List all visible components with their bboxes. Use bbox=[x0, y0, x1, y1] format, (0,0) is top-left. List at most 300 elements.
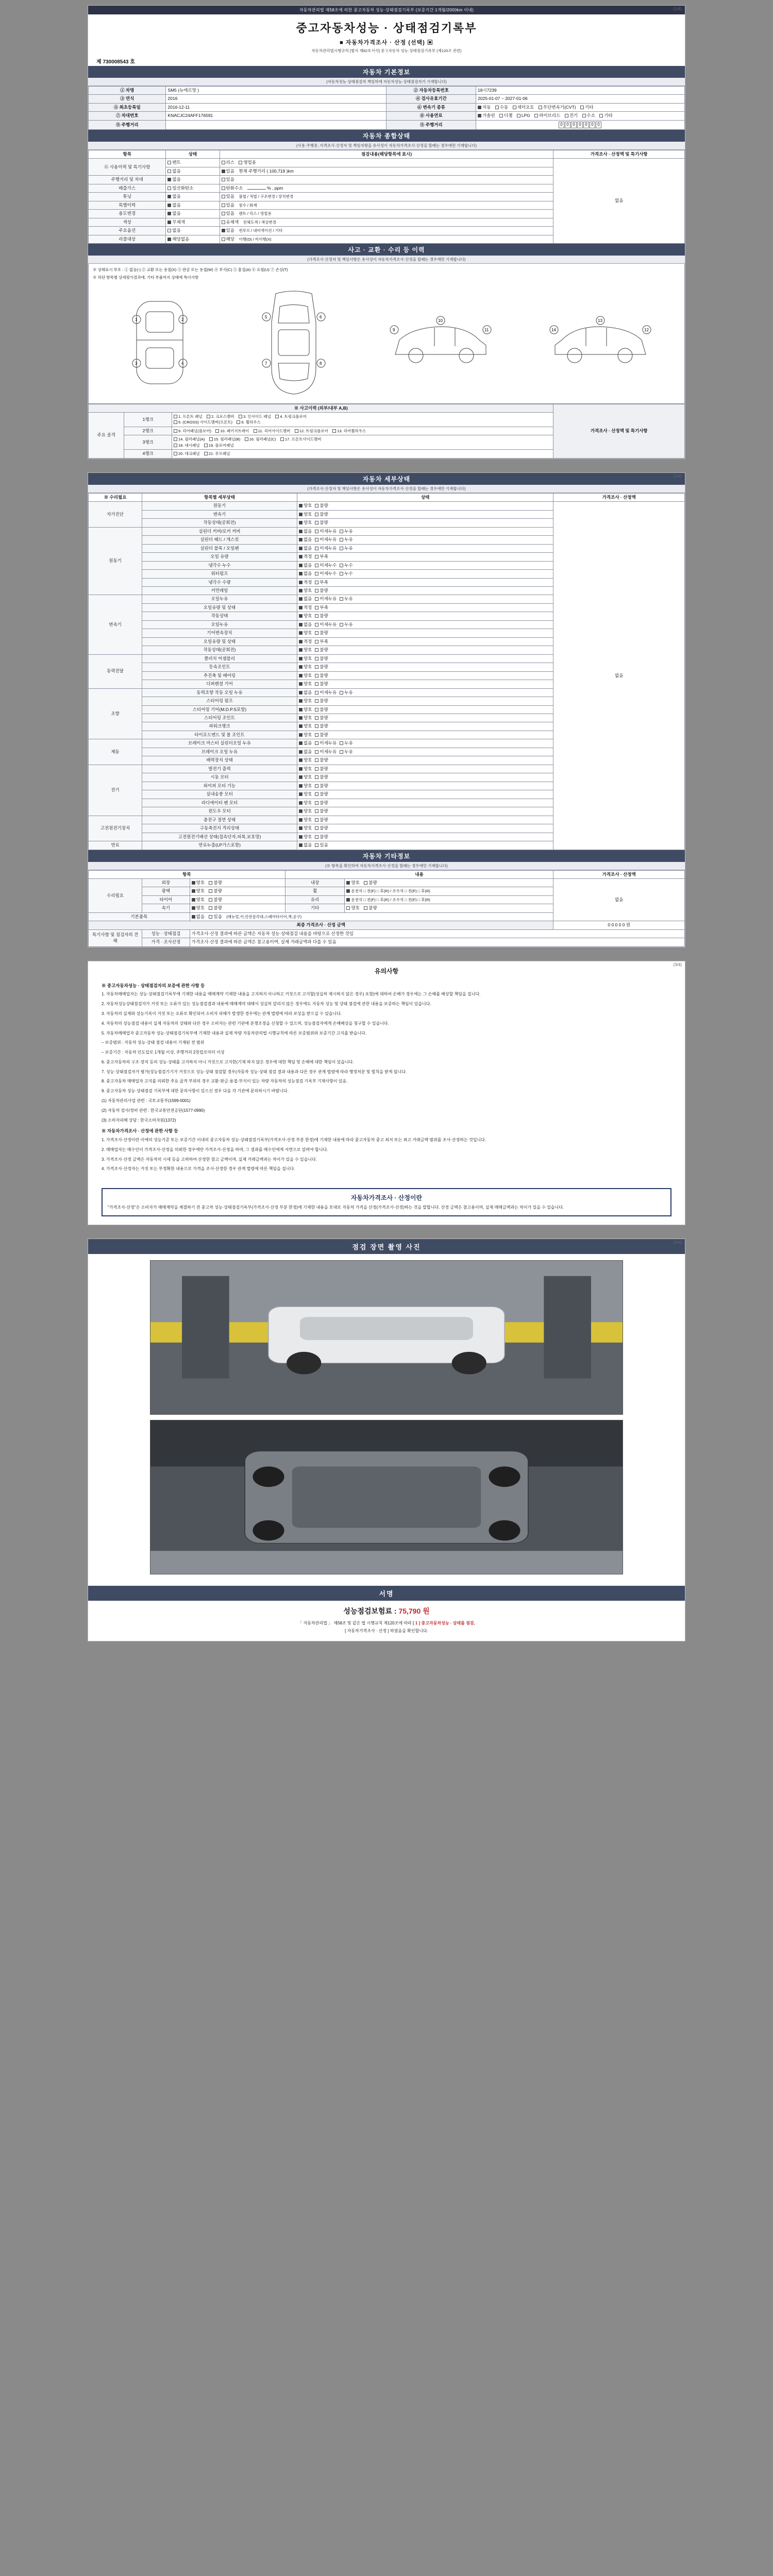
checkbox-option[interactable]: 불량 bbox=[315, 715, 328, 721]
checkbox-option[interactable]: 불량 bbox=[315, 817, 328, 823]
detail-item-label: 배력장치 상태 bbox=[142, 756, 297, 765]
notice-item: 5. 자동차매매업자 중고자동차 성능·상태점검기록부에 기재한 내용과 실제 차량 자동차관리법 시행규칙에 따른 보증범위와 보증기간 고지를 받습니다. bbox=[102, 1030, 367, 1036]
checkbox-option[interactable]: 불량 bbox=[364, 880, 377, 886]
field-value: SM5 (뉴에르망 ) bbox=[166, 87, 386, 95]
checkbox-option[interactable]: 9. 리어패널(플로어) bbox=[174, 429, 211, 434]
section-accident-title: 사고 · 교환 · 수리 등 이력 bbox=[88, 244, 685, 256]
svg-text:5: 5 bbox=[265, 314, 267, 319]
checkbox-option[interactable]: 양호 bbox=[346, 905, 359, 911]
car-top-view-diagram bbox=[255, 286, 332, 399]
row-sub bbox=[166, 193, 220, 201]
checkbox-option[interactable]: 양호 bbox=[299, 825, 312, 831]
checkbox-option[interactable]: 불량 bbox=[315, 681, 328, 687]
checkbox-option[interactable]: 없음 bbox=[299, 749, 312, 755]
checkbox-option[interactable]: 미세누유 bbox=[315, 596, 337, 602]
detail-item-options bbox=[297, 646, 553, 654]
checkbox-option[interactable]: 해당 bbox=[222, 236, 234, 242]
detail-item-label: 오일누유 bbox=[142, 620, 297, 629]
checkbox-option[interactable]: 탄화수소 bbox=[222, 185, 243, 191]
document-legal-note: 자동차관리법시행규칙 [별지 제82호서식] 중고자동차 성능·상태점검기록부 (제120조 관련) bbox=[311, 48, 462, 53]
checkbox-option[interactable]: LPG bbox=[517, 113, 530, 118]
checkbox-option[interactable]: 해당없음 bbox=[167, 236, 189, 242]
checkbox-option[interactable]: 양호 bbox=[299, 732, 312, 738]
detail-item-options bbox=[297, 536, 553, 544]
checkbox-option[interactable]: 불량 bbox=[315, 732, 328, 738]
row-sub bbox=[166, 176, 220, 184]
row-options bbox=[345, 887, 553, 895]
page-1 bbox=[88, 5, 685, 459]
notice-item: 3. 자동차의 실제와 성능기록이 거짓 또는 오류로 확인되어 소비자 피해가 발생한 경우에는 관계 법령에 따라 보상을 받으실 수 있습니다. bbox=[102, 1011, 342, 1016]
checkbox-option[interactable]: 부족 bbox=[315, 580, 328, 585]
table-row bbox=[89, 502, 685, 510]
checkbox-option[interactable]: 양호 bbox=[299, 783, 312, 789]
checkbox-option[interactable]: 없음 bbox=[167, 194, 180, 199]
detail-group-label: 동력전달 bbox=[89, 654, 142, 688]
detail-item-options bbox=[297, 790, 553, 799]
page-4 bbox=[88, 1239, 685, 1641]
checkbox-option[interactable]: 없음 bbox=[167, 202, 180, 208]
row-options bbox=[190, 895, 285, 904]
checkbox-option[interactable]: 불량 bbox=[315, 630, 328, 636]
checkbox-option[interactable]: 미세누유 bbox=[315, 740, 337, 746]
notice-item: (3) 소비자피해 상담 : 한국소비자원(1372) bbox=[102, 1117, 176, 1123]
checkbox-option[interactable]: 부족 bbox=[315, 554, 328, 560]
checkbox-option[interactable]: 누유 bbox=[340, 740, 352, 746]
detail-item-label: 클러치 어셈블리 bbox=[142, 654, 297, 663]
checkbox-option[interactable]: 불량 bbox=[315, 698, 328, 704]
checkbox-option[interactable]: 미세누유 bbox=[315, 546, 337, 551]
checkbox-option[interactable]: 양호 bbox=[299, 647, 312, 653]
table-row bbox=[89, 120, 685, 129]
svg-text:7: 7 bbox=[265, 361, 267, 366]
checkbox-option[interactable]: 2. 크로스멤버 bbox=[207, 414, 234, 419]
photo-section-title: 점검 장면 촬영 사진 bbox=[88, 1239, 685, 1254]
remarks-label: 특기사항 및 점검자의 견해 bbox=[89, 929, 142, 946]
checkbox-option[interactable]: 불량 bbox=[315, 783, 328, 789]
detail-item-label: 충전구 절연 상태 bbox=[142, 816, 297, 824]
checkbox-option[interactable]: 12. 트렁크플로어 bbox=[295, 429, 328, 434]
checkbox-option[interactable]: 자동 bbox=[478, 105, 491, 110]
checkbox-option[interactable]: 양호 bbox=[299, 512, 312, 517]
detail-item-label: 스티어링 조인트 bbox=[142, 714, 297, 722]
col-header: 가격조사 · 산정액 bbox=[553, 870, 685, 878]
detail-item-label: 디퍼렌셜 기어 bbox=[142, 680, 297, 688]
section-detail-note: (가격조사·산정자 및 책임사항은 유사성이 자동차가격조사·산정을 할때는 경우에만 기재합니다) bbox=[88, 485, 685, 493]
detail-item-options bbox=[297, 629, 553, 637]
detail-item-label: 작동상태 bbox=[142, 612, 297, 620]
notice-item: 9. 중고자동차 성능·상태점검 기록부에 대한 문의사항이 있으신 경우 다음 각 기관에 문의하시기 바랍니다. bbox=[102, 1089, 289, 1094]
checkbox-option[interactable]: 디젤 bbox=[499, 113, 512, 118]
fee-label: 성능점검보험료 : bbox=[343, 1607, 397, 1616]
checkbox-option[interactable]: 양호 bbox=[299, 520, 312, 526]
row-options bbox=[190, 878, 285, 887]
svg-text:1: 1 bbox=[135, 317, 138, 322]
checkbox-option[interactable]: 없음 bbox=[167, 228, 180, 233]
col-header: ※ 수리필요 bbox=[89, 493, 142, 501]
checkbox-option[interactable]: 있음 bbox=[222, 177, 234, 182]
checkbox-option[interactable]: 불량 bbox=[315, 647, 328, 653]
checkbox-option[interactable]: 세미오토 bbox=[513, 105, 534, 110]
checkbox-option[interactable]: 불량 bbox=[315, 774, 328, 780]
detail-item-options bbox=[297, 799, 553, 807]
field-label: ① 차명 bbox=[89, 87, 166, 95]
note-text: 없음 bbox=[615, 198, 624, 204]
signature-section-title: 서명 bbox=[88, 1586, 685, 1601]
checkbox-option[interactable]: 양호 bbox=[299, 588, 312, 594]
detail-item-options bbox=[297, 739, 553, 748]
checkbox-option[interactable]: 양호 bbox=[299, 808, 312, 814]
detail-status-table bbox=[88, 493, 685, 850]
checkbox-option[interactable]: 불량 bbox=[315, 512, 328, 517]
detail-item-options bbox=[297, 731, 553, 739]
checkbox-option[interactable]: 양호 bbox=[192, 888, 205, 894]
rank-label: 1랭크 bbox=[124, 413, 172, 427]
notice-item: 3. 가격조사·산정 금액은 자동차의 시세 등을 고려하여 산정한 참고 금액이며, 실제 거래금액과는 차이가 있을 수 있습니다. bbox=[102, 1157, 317, 1162]
page-tag: (3/4) bbox=[673, 962, 682, 967]
detail-item-options bbox=[297, 603, 553, 612]
checkbox-option[interactable]: 15. 필러패널(B) bbox=[209, 437, 241, 442]
checkbox-option[interactable]: 불량 bbox=[315, 757, 328, 763]
checkbox-option[interactable]: 누유 bbox=[340, 622, 352, 628]
checkbox-option[interactable]: 누수 bbox=[340, 563, 352, 568]
checkbox-option[interactable]: 11. 리어사이드멤버 bbox=[254, 429, 291, 434]
checkbox-option[interactable]: 불량 bbox=[209, 880, 222, 886]
section-basic-info-note: (자동차성능·상태점검자 책임하에 자동차성능·상태점검자가 기재합니다) bbox=[88, 78, 685, 86]
notice-item: – 보증범위 : 자동차 성능·상태 점검 내용이 기재된 전 범위 bbox=[102, 1040, 205, 1045]
checkbox-option[interactable]: 불량 bbox=[209, 888, 222, 894]
page-2 bbox=[88, 472, 685, 947]
checkbox-option[interactable]: 있음 bbox=[222, 228, 234, 233]
checkbox-option[interactable]: 없음 bbox=[299, 740, 312, 746]
checkbox-option[interactable]: 양호 bbox=[299, 715, 312, 721]
checkbox-option[interactable]: 운전석 □ 전(F) □ 후(R) / 조수석 □ 전(F) □ 후(R) bbox=[346, 889, 430, 894]
checkbox-option[interactable]: 일산화탄소 bbox=[167, 185, 193, 191]
row-options bbox=[345, 878, 553, 887]
checkbox-option[interactable]: 양호 bbox=[299, 698, 312, 704]
checkbox-option[interactable]: 없음 bbox=[192, 914, 205, 920]
detail-group-label: 고전원전기장치 bbox=[89, 816, 142, 841]
checkbox-option[interactable]: 미세누수 bbox=[315, 571, 337, 577]
checkbox-option[interactable]: 불량 bbox=[315, 520, 328, 526]
checkbox-option[interactable]: 없음 bbox=[167, 177, 180, 182]
checkbox-option[interactable]: 불량 bbox=[315, 808, 328, 814]
detail-item-label: 고전원전기배선 상태(접속단자,피복,보호망) bbox=[142, 833, 297, 841]
detail-item-label: 오일유량 및 상태 bbox=[142, 603, 297, 612]
detail-item-label: 동력조향 작동 오일 누유 bbox=[142, 688, 297, 697]
checkbox-option[interactable]: 리스 bbox=[222, 160, 234, 165]
checkbox-option[interactable]: 적정 bbox=[299, 639, 312, 645]
checkbox-option[interactable]: 5. (CROSS) 사이드멤버(프론트) bbox=[174, 420, 232, 425]
checkbox-option[interactable]: 양호 bbox=[299, 817, 312, 823]
checkbox-option[interactable]: 양호 bbox=[299, 707, 312, 713]
detail-item-options bbox=[297, 570, 553, 578]
checkbox-option[interactable]: 전기 bbox=[565, 113, 578, 118]
checkbox-option[interactable]: 양호 bbox=[192, 897, 205, 903]
checkbox-option[interactable]: 불량 bbox=[315, 656, 328, 662]
checkbox-option[interactable]: 없음 bbox=[299, 571, 312, 577]
checkbox-option[interactable]: 운전석 □ 전(F) □ 후(R) / 조수석 □ 전(F) □ 후(R) bbox=[346, 897, 430, 903]
checkbox-option[interactable]: 불량 bbox=[315, 825, 328, 831]
detail-item-label: 실린더 블록 / 오일팬 bbox=[142, 544, 297, 552]
checkbox-option[interactable]: 양호 bbox=[192, 880, 205, 886]
checkbox-option[interactable]: 무단변속기(CVT) bbox=[539, 105, 576, 110]
checkbox-option[interactable]: 있음 bbox=[222, 168, 234, 174]
field-value: 18시7239 bbox=[476, 87, 685, 95]
row-detail bbox=[220, 184, 553, 192]
checkbox-option[interactable]: 기타 bbox=[580, 105, 593, 110]
checkbox-option[interactable]: 불량 bbox=[364, 905, 377, 911]
detail-item-label: 기어변속장치 bbox=[142, 629, 297, 637]
checkbox-option[interactable]: 19. 플로어패널 bbox=[204, 443, 234, 448]
checkbox-option[interactable]: 양호 bbox=[299, 800, 312, 806]
checkbox-option[interactable]: 14. 필러패널(A) bbox=[174, 437, 205, 442]
car-left-side-diagram bbox=[389, 314, 492, 371]
detail-item-options bbox=[297, 833, 553, 841]
checkbox-option[interactable]: 없음 bbox=[167, 211, 180, 216]
checkbox-option[interactable]: 없음 bbox=[299, 546, 312, 551]
checkbox-option[interactable]: 1. 프론트 패널 bbox=[174, 414, 203, 419]
checkbox-option[interactable]: 불량 bbox=[209, 897, 222, 903]
field-label: ⑧ 사용연료 bbox=[386, 112, 476, 120]
checkbox-option[interactable]: 없음 bbox=[299, 537, 312, 543]
checkbox-option[interactable]: 양호 bbox=[299, 664, 312, 670]
checkbox-option[interactable]: 양호 bbox=[299, 791, 312, 797]
detail-group-label: 전기 bbox=[89, 765, 142, 816]
checkbox-option[interactable]: 부족 bbox=[315, 605, 328, 611]
field-value: 2025-01-07 ~ 2027-01-06 bbox=[476, 95, 685, 103]
checkbox-option[interactable]: 없음 bbox=[299, 622, 312, 628]
detail-item-options bbox=[297, 561, 553, 569]
detail-item-options bbox=[297, 722, 553, 731]
checkbox-option[interactable]: 누유 bbox=[340, 749, 352, 755]
document-header bbox=[88, 14, 685, 56]
checkbox-option[interactable]: 없음 bbox=[299, 842, 312, 848]
page-3 bbox=[88, 961, 685, 1225]
field-value: 2016-12-11 bbox=[166, 103, 386, 111]
detail-item-options bbox=[297, 544, 553, 552]
checkbox-option[interactable]: 누유 bbox=[340, 690, 352, 696]
checkbox-option[interactable]: 미세누유 bbox=[315, 690, 337, 696]
checkbox-option[interactable]: 불량 bbox=[315, 791, 328, 797]
checkbox-option[interactable]: 가솔린 bbox=[478, 113, 495, 118]
notice-heading-2: ※ 자동차가격조사 · 산정에 관한 사항 등 bbox=[102, 1128, 178, 1134]
detail-item-options bbox=[297, 841, 553, 850]
checkbox-option[interactable]: 불량 bbox=[315, 800, 328, 806]
checkbox-option[interactable]: 없음 bbox=[299, 596, 312, 602]
checkbox-option[interactable]: 수소 bbox=[582, 113, 595, 118]
svg-text:10: 10 bbox=[438, 318, 443, 323]
row-detail bbox=[220, 167, 553, 175]
checkbox-option[interactable]: 누수 bbox=[340, 571, 352, 577]
declaration-title: 자동차가격조사 · 산정이란 bbox=[350, 1194, 423, 1202]
detail-item-label: 실내송풍 모터 bbox=[142, 790, 297, 799]
svg-text:8: 8 bbox=[320, 361, 322, 366]
checkbox-option[interactable]: 미세누유 bbox=[315, 529, 337, 534]
checkbox-option[interactable]: 미세누수 bbox=[315, 563, 337, 568]
checkbox-option[interactable]: 양호 bbox=[299, 723, 312, 729]
checkbox-option[interactable]: 불량 bbox=[315, 613, 328, 619]
section-etc-title: 자동차 기타정보 bbox=[88, 850, 685, 862]
row-options bbox=[190, 904, 285, 912]
detail-group-label: 조향 bbox=[89, 688, 142, 739]
checkbox-option[interactable]: 없음 bbox=[299, 690, 312, 696]
checkbox-option[interactable]: 20. 데크패널 bbox=[174, 451, 200, 456]
emission-units: % , ppm bbox=[267, 185, 283, 191]
checkbox-option[interactable]: 기타 bbox=[599, 113, 612, 118]
detail-item-options bbox=[297, 756, 553, 765]
checkbox-option[interactable]: 13. 리어휠하우스 bbox=[332, 429, 366, 434]
detail-item-label: 발전기 출력 bbox=[142, 765, 297, 773]
checkbox-option[interactable]: 양호 bbox=[299, 757, 312, 763]
detail-item-label: 워터펌프 bbox=[142, 570, 297, 578]
notice-item: 8. 중고자동차 매매업자 고지를 의뢰한 주요 골격 부위의 경우 교환·판금·용접·부식이 있는 차량 자동차의 성능점검 기록부 기재사항이 있음. bbox=[102, 1079, 348, 1084]
checkbox-option[interactable]: 누유 bbox=[340, 537, 352, 543]
detail-item-label: 등속조인트 bbox=[142, 663, 297, 671]
inspection-fee bbox=[88, 1601, 685, 1619]
checkbox-option[interactable]: 양호 bbox=[299, 681, 312, 687]
checkbox-option[interactable]: 불량 bbox=[315, 503, 328, 509]
detail-item-options bbox=[297, 816, 553, 824]
mileage-note: 현재 주행거리 ( 100,719 )km bbox=[239, 168, 294, 174]
car-front-view-diagram bbox=[121, 291, 198, 394]
svg-text:13: 13 bbox=[598, 318, 602, 323]
checkbox-option[interactable]: 미세누유 bbox=[315, 622, 337, 628]
checkbox-option[interactable]: 누유 bbox=[340, 529, 352, 534]
table-row bbox=[89, 404, 685, 412]
checkbox-option[interactable]: 누유 bbox=[340, 596, 352, 602]
damage-diagram-area bbox=[88, 264, 685, 404]
checkbox-option[interactable]: 양호 bbox=[299, 613, 312, 619]
section-detail-title: 자동차 세부상태 bbox=[88, 473, 685, 485]
checkbox-option[interactable]: 불량 bbox=[315, 834, 328, 840]
checkbox-option[interactable]: 없음 bbox=[167, 168, 180, 174]
detail-item-label: 냉각수 누수 bbox=[142, 561, 297, 569]
detail-item-label: 변속기 bbox=[142, 510, 297, 518]
row-label: 유리 bbox=[285, 895, 345, 904]
checkbox-option[interactable]: 양호 bbox=[299, 503, 312, 509]
section-overall-note: (사용·주행중, 가격조사·산정자 및 책임자항을 유사성이 자동차가격조사·산정을 할때는 경우에만 기재합니다) bbox=[88, 142, 685, 150]
checkbox-option[interactable]: 유채색 bbox=[222, 219, 239, 225]
fee-value: 75,790 원 bbox=[398, 1607, 430, 1616]
checkbox-option[interactable]: 있음 bbox=[209, 914, 222, 920]
price-note-cell bbox=[553, 159, 685, 244]
detail-item-options bbox=[297, 595, 553, 603]
checkbox-option[interactable]: 불량 bbox=[315, 673, 328, 679]
table-row bbox=[89, 921, 685, 929]
detail-item-options bbox=[297, 765, 553, 773]
checkbox-option[interactable]: 부족 bbox=[315, 639, 328, 645]
checkbox-option[interactable]: 6. 휠하우스 bbox=[237, 420, 260, 425]
checkbox-option[interactable]: 미세누유 bbox=[315, 537, 337, 543]
detail-item-options bbox=[297, 824, 553, 833]
checkbox-option[interactable]: 있음 bbox=[222, 202, 234, 208]
checkbox-option[interactable]: 불량 bbox=[315, 766, 328, 772]
checkbox-option[interactable]: 불량 bbox=[209, 905, 222, 911]
document-subtitle: ■ 자동차가격조사 · 산정 (선택) ▣ bbox=[340, 40, 433, 46]
checkbox-option[interactable]: 불량 bbox=[315, 723, 328, 729]
checkbox-option[interactable]: 있음 bbox=[315, 842, 328, 848]
field-value bbox=[166, 120, 386, 129]
row-sub bbox=[166, 210, 220, 218]
checkbox-option[interactable]: 양호 bbox=[299, 774, 312, 780]
checkbox-option[interactable]: 양호 bbox=[346, 880, 359, 886]
rank-items bbox=[172, 413, 553, 427]
detail-item-options bbox=[297, 663, 553, 671]
checkbox-option[interactable]: 있음 bbox=[222, 194, 234, 199]
checkbox-option[interactable]: 무채색 bbox=[167, 219, 185, 225]
checkbox-option[interactable]: 수동 bbox=[495, 105, 508, 110]
checkbox-option[interactable]: 양호 bbox=[299, 673, 312, 679]
detail-item-options bbox=[297, 527, 553, 535]
col-header: 점검내용(해당항목에 표시) bbox=[220, 150, 553, 158]
row-label: 휠 bbox=[285, 887, 345, 895]
checkbox-option[interactable]: 불량 bbox=[315, 664, 328, 670]
checkbox-option[interactable]: 없음 bbox=[299, 529, 312, 534]
checkbox-option[interactable]: 하이브리드 bbox=[534, 113, 560, 118]
checkbox-option[interactable]: 누유 bbox=[340, 546, 352, 551]
color-detail: 전체도색 / 색상변경 bbox=[243, 219, 276, 225]
page-tag: (2/4) bbox=[673, 473, 682, 479]
checkbox-option[interactable]: 불량 bbox=[315, 588, 328, 594]
checkbox-option[interactable]: 적정 bbox=[299, 580, 312, 585]
col-header: 가격조사 · 산정액 및 특기사항 bbox=[553, 150, 685, 158]
checkbox-option[interactable]: 영업용 bbox=[239, 160, 256, 165]
checkbox-option[interactable]: 있음 bbox=[222, 211, 234, 216]
row-sub bbox=[166, 235, 220, 243]
checkbox-option[interactable]: 렌트 bbox=[167, 160, 180, 165]
checkbox-option[interactable]: 21. 루프패널 bbox=[204, 451, 230, 456]
field-label: ⑦ 차대번호 bbox=[89, 112, 166, 120]
detail-item-options bbox=[297, 578, 553, 586]
checkbox-option[interactable]: 4. 트렁크플로어 bbox=[275, 414, 307, 419]
checkbox-option[interactable]: 양호 bbox=[299, 834, 312, 840]
checkbox-option[interactable]: 3. 인사이드 패널 bbox=[239, 414, 271, 419]
rank-label: 3랭크 bbox=[124, 435, 172, 450]
detail-item-options bbox=[297, 502, 553, 510]
checkbox-option[interactable]: 16. 필러패널(C) bbox=[245, 437, 276, 442]
checkbox-option[interactable]: 17. 프론트사이드멤버 bbox=[280, 437, 321, 442]
svg-text:4: 4 bbox=[181, 361, 184, 366]
svg-text:12: 12 bbox=[644, 327, 649, 332]
detail-item-label: 라디에이터 팬 모터 bbox=[142, 799, 297, 807]
checkbox-option[interactable]: 18. 대시패널 bbox=[174, 443, 200, 448]
checkbox-option[interactable]: 양호 bbox=[299, 766, 312, 772]
col-header: 항목 bbox=[89, 870, 285, 878]
checkbox-option[interactable]: 적정 bbox=[299, 605, 312, 611]
checkbox-option[interactable]: 적정 bbox=[299, 554, 312, 560]
detail-item-label: 시동 모터 bbox=[142, 773, 297, 782]
svg-text:14: 14 bbox=[551, 327, 556, 332]
checkbox-option[interactable]: 없음 bbox=[299, 563, 312, 568]
declaration-text: "가격조사·산정"은 소비자가 매매계약을 체결하기 전 중고차 성능·상태점검기록부(가격조사·산정 부분 한정)에 기재한 내용을 토대로 자동차 가격을 산정(가격조사·산정)하는 것을 말합니다. 산정 금액은 참고용이며, 실제 매매금액과는 차이가 있을 수 있습니다. bbox=[108, 1205, 564, 1210]
etc-price-cell: 없음 bbox=[553, 878, 685, 921]
table-row bbox=[89, 95, 685, 103]
page-tag: (4/4) bbox=[673, 1240, 682, 1245]
checkbox-option[interactable]: 양호 bbox=[299, 630, 312, 636]
checkbox-option[interactable]: 양호 bbox=[192, 905, 205, 911]
checkbox-option[interactable]: 양호 bbox=[299, 656, 312, 662]
detail-item-label: 스티어링 펌프 bbox=[142, 697, 297, 705]
overall-status-table bbox=[88, 150, 685, 244]
detail-item-label: 오일 유량 bbox=[142, 553, 297, 561]
checkbox-option[interactable]: 불량 bbox=[315, 707, 328, 713]
detail-group-label: 제동 bbox=[89, 739, 142, 765]
checkbox-option[interactable]: 미세누유 bbox=[315, 749, 337, 755]
notice-item: 1. 가격조사·산정이란 이에의 성능기준 또는 보증기간 이내의 중고자동차 성능·상태점검기록부(가격조사·산정 부분 한정)에 기재한 내용에 따라 중고자동차 중고 최저 또는 최고 거래금액 범위를 조사·산정하는 것입니다. bbox=[102, 1138, 486, 1143]
checkbox-option[interactable]: 10. 패키지트레이 bbox=[215, 429, 249, 434]
section-overall-title: 자동차 종합상태 bbox=[88, 130, 685, 142]
detail-item-options bbox=[297, 671, 553, 680]
